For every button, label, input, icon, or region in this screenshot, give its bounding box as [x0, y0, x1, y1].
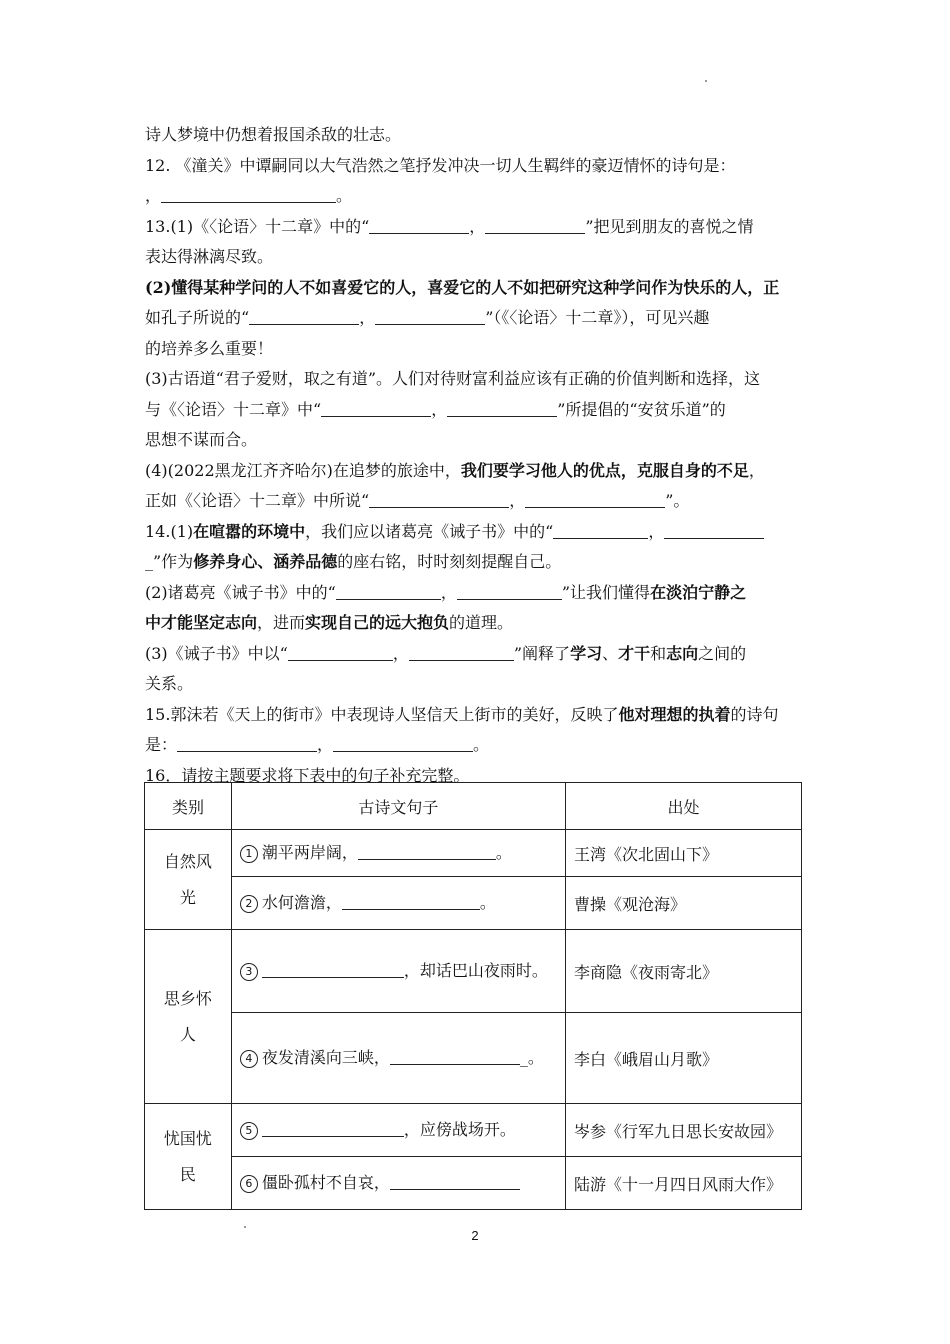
question-12: [145, 151, 810, 182]
text: 中才能坚定志向: [145, 613, 258, 632]
circled-number: 6: [240, 1175, 258, 1193]
text-line: [145, 547, 810, 578]
answer-blank[interactable]: [457, 581, 562, 600]
answer-blank[interactable]: [390, 1046, 520, 1065]
text-line: [145, 334, 810, 365]
header-category: 类别: [145, 783, 232, 830]
answer-blank[interactable]: [390, 1171, 520, 1190]
text: ”。: [665, 491, 690, 510]
circled-number: 3: [240, 963, 258, 981]
text: ”（《〈论语〉十二章》），可见兴趣: [485, 308, 710, 327]
category-label: 忧国忧民: [163, 1128, 212, 1184]
source-cell: 陆游《十一月四日风雨大作》: [565, 1157, 801, 1210]
question-15: [145, 700, 810, 731]
text: 学习: [570, 643, 603, 663]
text: (2)懂得某种学问的人不如喜爱它的人，喜爱它的人不如把研究这种学问作为快乐的人，正: [145, 277, 780, 297]
text: (3)古语道“君子爱财，取之有道”。人们对待财富利益应该有正确的价值判断和选择，这: [145, 369, 761, 388]
text: 思想不谋而合。: [145, 430, 258, 449]
header-source: 出处: [565, 783, 801, 830]
answer-blank[interactable]: [375, 306, 485, 325]
text: 水何澹澹，: [261, 893, 342, 912]
question-13-2: [145, 273, 810, 304]
text: 。: [495, 843, 512, 862]
question-14-3: [145, 639, 810, 670]
text: 在淡泊宁静之: [650, 582, 747, 602]
text: 、: [602, 643, 619, 663]
text: ，: [317, 735, 334, 754]
question-13-3: [145, 364, 810, 395]
text: 表达得淋漓尽致。: [145, 247, 274, 266]
text: 与《〈论语〉十二章》中“: [145, 399, 322, 419]
text: ，: [145, 186, 162, 205]
text: ，: [469, 216, 486, 236]
question-12-answer: [145, 181, 810, 212]
circled-number: 2: [240, 895, 258, 913]
source-cell: 李白《峨眉山月歌》: [565, 1013, 801, 1104]
sentence-cell: [231, 1013, 565, 1104]
answer-blank[interactable]: [262, 1118, 404, 1137]
text: 之间的: [698, 643, 747, 663]
text: ，: [359, 308, 376, 327]
answer-blank[interactable]: [369, 489, 509, 508]
text-line: [145, 242, 810, 273]
question-13-4: [145, 456, 810, 487]
text-line: [145, 395, 810, 426]
answer-blank[interactable]: [342, 891, 480, 910]
text: ”所提倡的“安贫乐道”的: [557, 399, 726, 419]
circled-number: 4: [240, 1050, 258, 1068]
source-cell: 王湾《次北固山下》: [565, 830, 801, 877]
answer-blank[interactable]: [369, 215, 469, 234]
text: 诗人梦境中仍想着报国杀敌的壮志。: [145, 125, 402, 144]
text: 才干: [618, 643, 651, 663]
text: 的培养多么重要！: [145, 338, 274, 358]
answer-blank[interactable]: [336, 581, 441, 600]
text: 15.郭沫若《天上的街市》中表现诗人坚信天上街市的美好，反映了: [145, 704, 619, 724]
category-cell: [145, 830, 232, 930]
sentence-cell: [231, 830, 565, 877]
text: 修养身心、涵养品德: [193, 552, 338, 571]
category-label: 自然风光: [163, 851, 212, 907]
text: 。: [479, 893, 496, 912]
text: ”让我们懂得: [561, 582, 651, 602]
question-14-2: [145, 578, 810, 609]
text: 是：: [145, 735, 178, 754]
category-cell: [145, 1104, 232, 1210]
scan-speck: [705, 80, 707, 82]
header-sentence: 古诗文句子: [231, 783, 565, 830]
source-cell: 曹操《观沧海》: [565, 877, 801, 930]
answer-blank[interactable]: [288, 642, 393, 661]
text: _。: [519, 1048, 544, 1067]
answer-blank[interactable]: [447, 398, 557, 417]
text: 实现自己的远大抱负: [305, 613, 450, 632]
answer-blank[interactable]: [177, 733, 317, 752]
text: ，: [392, 643, 409, 663]
table-header-row: [145, 783, 802, 830]
text: ，: [431, 399, 448, 419]
sentence-cell: [231, 877, 565, 930]
text: ，: [509, 491, 526, 510]
text-line: [145, 120, 810, 151]
text: ”把见到朋友的喜悦之情: [585, 216, 754, 236]
text: 如孔子所说的“: [145, 308, 250, 327]
category-cell: [145, 930, 232, 1104]
category-label: 思乡怀人: [163, 988, 212, 1044]
table-row: [145, 1104, 802, 1157]
answer-blank[interactable]: [333, 733, 473, 752]
table-row: [145, 877, 802, 930]
text: 。: [473, 735, 490, 754]
text: ，却话巴山夜雨时。: [403, 961, 548, 980]
circled-number: 5: [240, 1122, 258, 1140]
text: 正如《〈论语〉十二章》中所说“: [145, 491, 370, 510]
text: (4)(2022黑龙江齐齐哈尔)在追梦的旅途中，: [145, 460, 461, 480]
text-line: [145, 608, 810, 639]
table-row: [145, 930, 802, 1013]
question-text: [145, 120, 810, 791]
answer-blank[interactable]: [553, 520, 648, 539]
poem-table: [144, 782, 802, 1210]
text: 和: [650, 643, 667, 663]
text: 的诗句: [730, 704, 779, 724]
text: 志向: [666, 643, 699, 663]
table-row: [145, 1013, 802, 1104]
page-number: 2: [471, 1228, 479, 1243]
text: ，: [748, 460, 765, 480]
text: 我们要学习他人的优点，克服自身的不足: [460, 460, 749, 480]
text: 。: [336, 186, 353, 205]
table-row: [145, 830, 802, 877]
text: 的道理。: [449, 613, 514, 632]
text: 14.(1): [145, 521, 194, 541]
source-cell: 李商隐《夜雨寄北》: [565, 930, 801, 1013]
text: ，我们应以诸葛亮《诫子书》中的“: [305, 521, 554, 541]
text: 他对理想的执着: [618, 704, 731, 724]
answer-blank[interactable]: [161, 184, 336, 203]
text: ，: [648, 521, 665, 541]
text-line: [145, 425, 810, 456]
text: 夜发清溪向三峡，: [261, 1048, 390, 1067]
text-line: [145, 486, 810, 517]
text: _”作为: [145, 552, 194, 571]
text-line: [145, 730, 810, 761]
answer-blank[interactable]: [249, 306, 359, 325]
answer-blank[interactable]: [525, 489, 665, 508]
question-14-1: [145, 517, 810, 548]
sentence-cell: [231, 930, 565, 1013]
answer-blank[interactable]: [321, 398, 431, 417]
answer-blank[interactable]: [664, 520, 764, 539]
text: ，: [440, 582, 457, 602]
text: 的座右铭，时时刻刻提醒自己。: [337, 552, 562, 571]
circled-number: 1: [240, 845, 258, 863]
text: 僵卧孤村不自哀，: [261, 1173, 390, 1192]
text: 关系。: [145, 674, 194, 693]
text: (3)《诫子书》中以“: [145, 643, 288, 663]
text-line: [145, 669, 810, 700]
answer-blank[interactable]: [262, 959, 404, 978]
text: ”阐释了: [513, 643, 571, 663]
sentence-cell: [231, 1104, 565, 1157]
text: 16．请按主题要求将下表中的句子补充完整。: [145, 765, 470, 785]
table-row: [145, 1157, 802, 1210]
text: ，进而: [257, 613, 306, 632]
sentence-cell: [231, 1157, 565, 1210]
source-cell: 岑参《行军九日思长安故园》: [565, 1104, 801, 1157]
answer-blank[interactable]: [358, 841, 496, 860]
text: 在喧嚣的环境中: [193, 521, 306, 541]
text: 13.(1)《〈论语〉十二章》中的“: [145, 216, 370, 236]
text: 潮平两岸阔，: [261, 843, 358, 862]
text: ，应傍战场开。: [403, 1120, 516, 1139]
answer-blank[interactable]: [485, 215, 585, 234]
text: 12. 《潼关》中谭嗣同以大气浩然之笔抒发冲决一切人生羁绊的豪迈情怀的诗句是：: [145, 155, 736, 175]
text: (2)诸葛亮《诫子书》中的“: [145, 582, 336, 602]
answer-blank[interactable]: [409, 642, 514, 661]
question-13-1: [145, 212, 810, 243]
text-line: [145, 303, 810, 334]
